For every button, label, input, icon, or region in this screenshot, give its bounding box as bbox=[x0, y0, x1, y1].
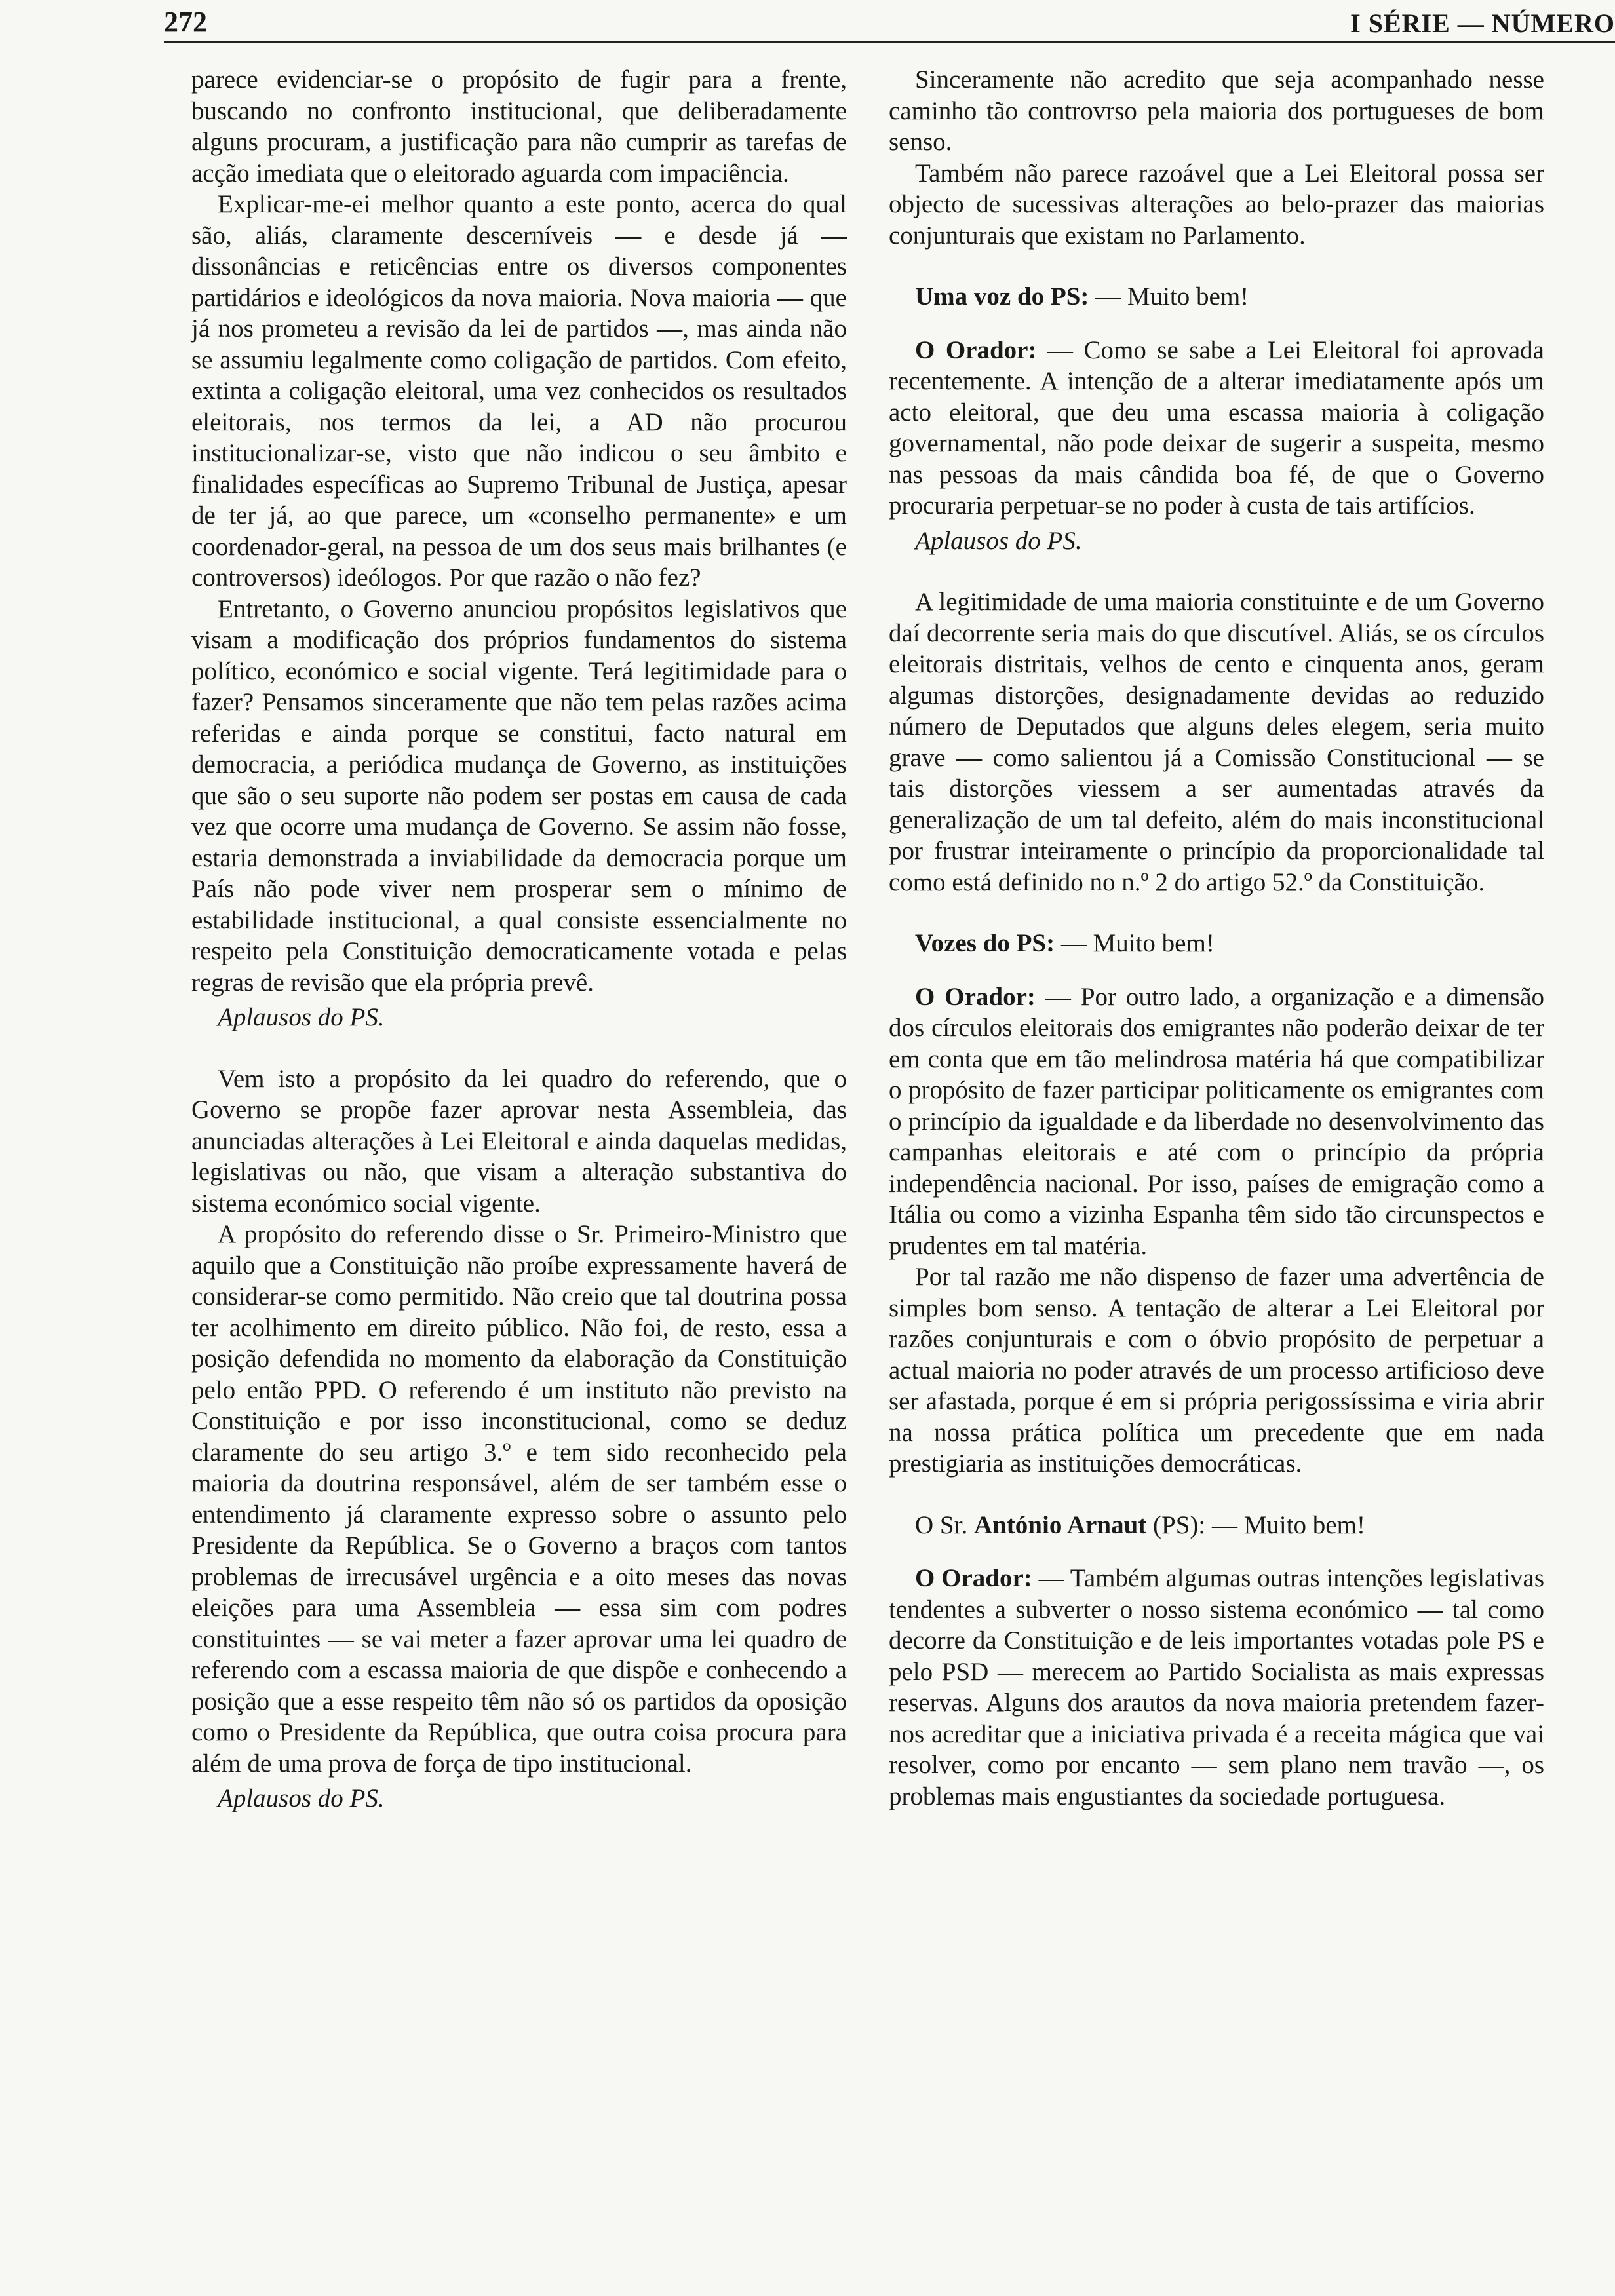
speaker-prefix: O Sr. bbox=[915, 1510, 974, 1539]
page-number: 272 bbox=[164, 6, 207, 38]
speech-text: — Por outro lado, a organização e a dimensão dos círculos eleitorais dos emigrantes não poderão deixar de ter em conta que em tão melindrosa matéria há que compatibilizar o propósito de fazer participar politicamente os emigrantes com o princípio da igualdade e da liberdade no desenvolvimento das campanhas eleitorais e até com o princípio da própria independência nacional. Por isso, países de emigração como a Itália ou como a vizinha Espanha têm sido tão circunspectos e prudentes em tal matéria. bbox=[889, 982, 1545, 1260]
speaker-paragraph bbox=[889, 335, 1544, 522]
right-column bbox=[889, 64, 1544, 1812]
speaker-name: Uma voz do PS: bbox=[915, 282, 1089, 311]
paragraph: Entretanto, o Governo anunciou propósitos legislativos que visam a modificação dos próprios fundamentos do sistema político, económico e social vigente. Terá legitimidade para o fazer? Pensamos sinceramente que não tem pelas razões acima referidas e ainda porque se constitui, facto natural em democracia, a periódica mudança de Governo, as instituições que são o seu suporte não podem ser postas em causa de cada vez que ocorre uma mudança de Governo. Se assim não fosse, estaria demonstrada a inviabilidade da democracia porque um País não pode viver nem prosperar sem o mínimo de estabilidade institucional, a qual consiste essencialmente no respeito pela Constituição democraticamente votada e pelas regras de revisão que ela própria prevê. bbox=[191, 594, 847, 997]
speaker-paragraph bbox=[889, 1563, 1544, 1812]
speaker-interjection bbox=[889, 928, 1544, 959]
applause-note: Aplausos do PS. bbox=[218, 1784, 385, 1812]
speaker-name: O Orador: bbox=[915, 1564, 1032, 1592]
series-header: I SÉRIE — NÚMERO bbox=[1350, 9, 1615, 38]
speaker-name: Vozes do PS: bbox=[915, 929, 1055, 957]
paragraph: A legitimidade de uma maioria constituinte e de um Governo daí decorrente seria mais do que discutível. Aliás, se os círculos eleitorais distritais, velhos de cento e cinquenta anos, geram algumas distorções, designadamente devidas ao reduzido número de Deputados que alguns deles elegem, seria muito grave — como salientou já a Comissão Constitucional — se tais distorções viessem a ser aumentadas através da generalização de um tal defeito, além do mais inconstitucional por frustrar inteiramente o princípio da proporcionalidade tal como está definido no n.º 2 do artigo 52.º da Constituição. bbox=[889, 588, 1544, 896]
speaker-name: O Orador: bbox=[915, 335, 1037, 364]
speech-text: (PS): — Muito bem! bbox=[1146, 1510, 1365, 1539]
applause-note: Aplausos do PS. bbox=[915, 526, 1082, 555]
paragraph: Sinceramente não acredito que seja acompanhado nesse caminho tão controvrso pela maioria dos portugueses de bom senso. bbox=[889, 66, 1544, 156]
paragraph: A propósito do referendo disse o Sr. Primeiro-Ministro que aquilo que a Constituição não proíbe expressamente haverá de considerar-se como permitido. Não creio que tal doutrina possa ter acolhimento em direito público. Não foi, de resto, essa a posição defendida no momento da elaboração da Constituição pelo então PPD. O referendo é um instituto não previsto na Constituição e por isso inconstitucional, como se deduz claramente do seu artigo 3.º e tem sido reconhecido pela maioria da doutrina responsável, além de ser também esse o entendimento já claramente expresso sobre o assunto pelo Presidente da República. Se o Governo a braços com tantos problemas de irrecusável urgência e a oito meses das novas eleições para uma Assembleia — essa sim com podres constituintes — se vai meter a fazer aprovar uma lei quadro de referendo com a escassa maioria de que dispõe e conhecendo a posição que a esse respeito têm não só os partidos da oposição como o Presidente da República, que outra coisa procura para além de uma prova de força de tipo institucional. bbox=[191, 1220, 847, 1778]
paragraph: parece evidenciar-se o propósito de fugir para a frente, buscando no confronto institucional, que deliberadamente alguns procuram, a justificação para não cumprir as tarefas de acção imediata que o eleitorado aguarda com impaciência. bbox=[191, 66, 847, 187]
speaker-interjection bbox=[889, 1510, 1544, 1541]
paragraph: Explicar-me-ei melhor quanto a este ponto, acerca do qual são, aliás, claramente descerníveis — e desde já — dissonâncias e reticências entre os diversos componentes partidários e ideológicos da nova maioria. Nova maioria — que já nos prometeu a revisão da lei de partidos —, mas ainda não se assumiu legalmente como coligação de partidos. Com efeito, extinta a coligação eleitoral, uma vez conhecidos os resultados eleitorais, nos termos da lei, a AD não procurou institucionalizar-se, visto que não indicou o seu âmbito e finalidades específicas ao Supremo Tribunal de Justiça, apesar de ter já, ao que parece, um «conselho permanente» e um coordenador-geral, na pessoa de um dos seus mais brilhantes (e controversos) ideólogos. Por que razão o não fez? bbox=[191, 190, 847, 592]
speech-text: — Muito bem! bbox=[1089, 282, 1249, 311]
speech-text: — Como se sabe a Lei Eleitoral foi aprovada recentemente. A intenção de a alterar imediatamente após um acto eleitoral, que deu uma escassa maioria à coligação governamental, não pode deixar de sugerir a suspeita, mesmo nas pessoas da mais cândida boa fé, de que o Governo procuraria perpetuar-se no poder à custa de tais artifícios. bbox=[889, 335, 1544, 520]
paragraph: Também não parece razoável que a Lei Eleitoral possa ser objecto de sucessivas alterações ao belo-prazer das maiorias conjunturais que existam no Parlamento. bbox=[889, 159, 1544, 250]
left-column bbox=[191, 64, 847, 1814]
speech-text: — Muito bem! bbox=[1055, 929, 1215, 957]
paragraph: Por tal razão me não dispenso de fazer uma advertência de simples bom senso. A tentação de alterar a Lei Eleitoral por razões conjunturais e com o óbvio propósito de perpetuar a actual maioria no poder através de um processo artificioso deve ser afastada, porque é em si própria perigossíssima e viria abrir na nossa prática política um precedente que em nada prestigiaria as instituições democráticas. bbox=[889, 1263, 1544, 1478]
speaker-paragraph bbox=[889, 982, 1544, 1262]
paragraph: Vem isto a propósito da lei quadro do referendo, que o Governo se propõe fazer aprovar nesta Assembleia, das anunciadas alterações à Lei Eleitoral e ainda daquelas medidas, legislativas ou não, que visam a alteração substantiva do sistema económico social vigente. bbox=[191, 1064, 847, 1217]
speaker-name: O Orador: bbox=[915, 982, 1036, 1011]
applause-note: Aplausos do PS. bbox=[218, 1003, 385, 1031]
speaker-interjection bbox=[889, 281, 1544, 313]
header-rule bbox=[164, 41, 1615, 43]
speech-text: — Também algumas outras intenções legislativas tendentes a subverter o nosso sistema económico — tal como decorre da Constituição e de leis importantes votadas pole PS e pelo PSD — merecem ao Partido Socialista as mais expressas reservas. Alguns dos arautos da nova maioria pretendem fazer-nos acreditar que a iniciativa privada é a receita mágica que vai resolver, como por encanto — sem plano nem travão —, os problemas mais engustiantes da sociedade portuguesa. bbox=[889, 1564, 1544, 1810]
speaker-name: António Arnaut bbox=[973, 1510, 1147, 1539]
